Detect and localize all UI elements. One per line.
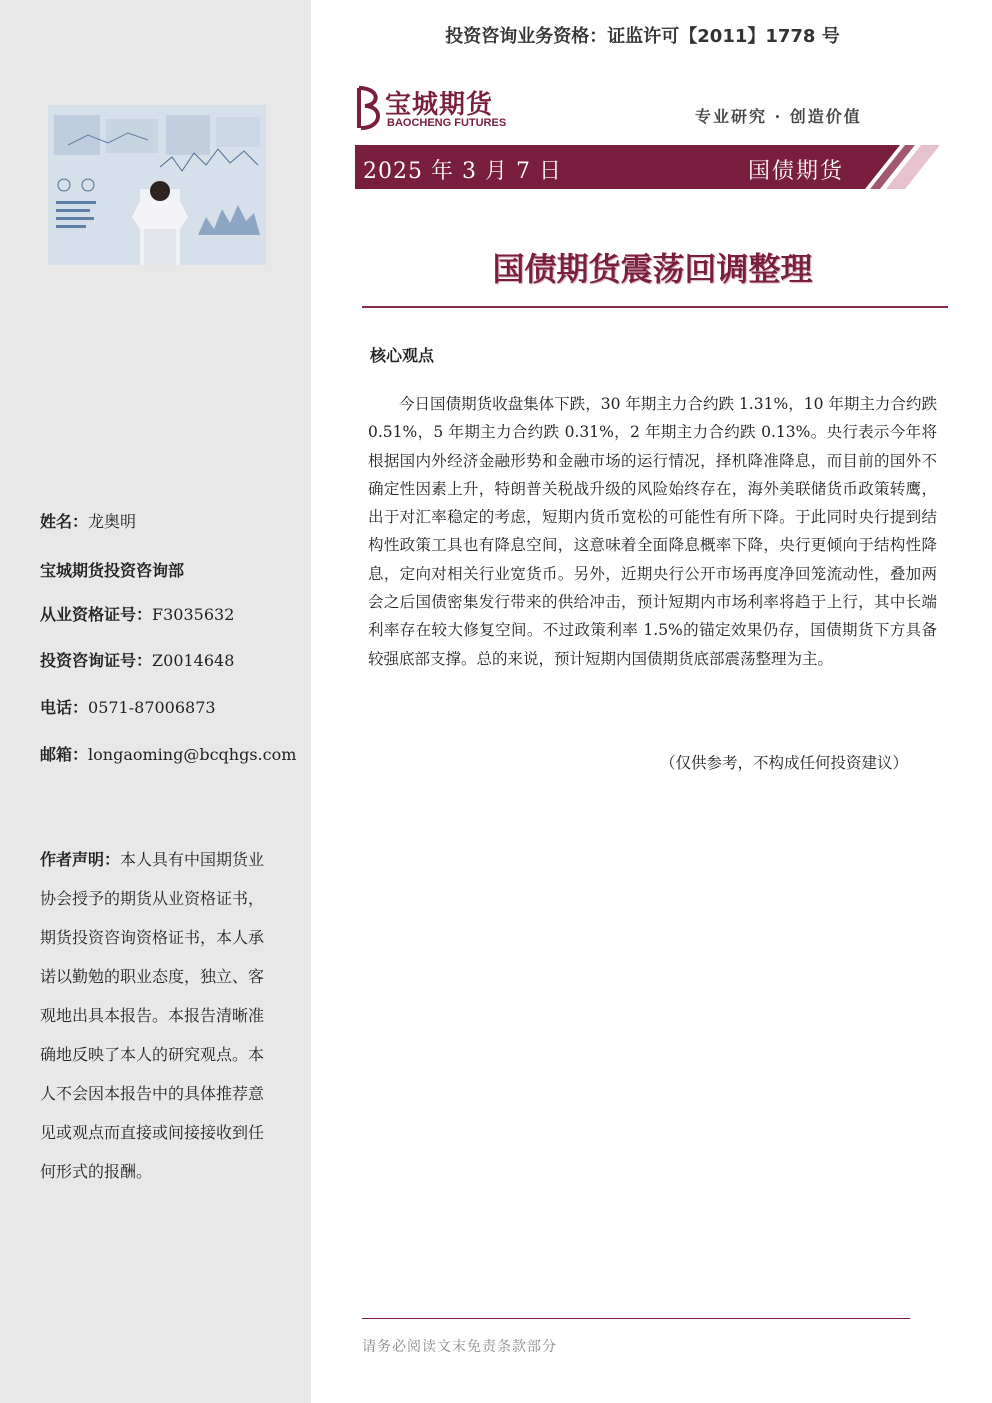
phone-field — [40, 698, 216, 718]
slogan: 专业研究 · 创造价值 — [695, 107, 862, 126]
core-view-body: 今日国债期货收盘集体下跌，30 年期主力合约跌 1.31%，10 年期主力合约跌 0.51%，5 年期主力合约跌 0.31%，2 年期主力合约跌 0.13%。央行表示今年将根据国内外经济金融形势和金融市场的运行情况，择机降准降息，而目前的国外不确定性因素上升，特朗普关税战升级的风险始终存在，海外美联储货币政策转鹰，出于对汇率稳定的考虑，短期内货币宽松的可能性有所下降。于此同时央行提到结构性政策工具也有降息空间，这意味着全面降息概率下降，央行更倾向于结构性降息，定向对相关行业宽货币。另外，近期央行公开市场再度净回笼流动性，叠加两会之后国债密集发行带来的供给冲击，预计短期内市场利率将趋于上行，其中长端利率存在较大修复空间。不过政策利率 1.5%的锚定效果仍存，国债期货下方具备较强底部支撑。总的来说，预计短期内国债期货底部震荡整理为主。 — [368, 395, 937, 668]
license-line: 投资咨询业务资格：证监许可【2011】1778 号 — [445, 26, 840, 47]
email-label: 邮箱： — [40, 745, 89, 764]
company-logo — [355, 84, 525, 132]
core-view-heading: 核心观点 — [370, 346, 435, 365]
footer-note: 请务必阅读文末免责条款部分 — [362, 1339, 557, 1355]
phone-number: 0571-87006873 — [88, 698, 216, 717]
email-address[interactable]: longaoming@bcqhgs.com — [88, 745, 297, 764]
phone-label: 电话： — [40, 698, 89, 717]
logo-text-cn: 宝城期货 — [385, 90, 494, 120]
statement-text: 本人具有中国期货业协会授予的期货从业资格证书，期货投资咨询资格证书，本人承诺以勤勉的职业态度，独立、客观地出具本报告。本报告清晰准确地反映了本人的研究观点。本人不会因本报告中的具体推荐意见或观点而直接或间接接收到任何形式的报酬。 — [40, 850, 265, 1181]
author-statement — [40, 840, 272, 1191]
disclaimer: （仅供参考，不构成任何投资建议） — [660, 754, 909, 772]
report-category: 国债期货 — [748, 159, 845, 184]
statement-label: 作者声明： — [40, 850, 121, 869]
qualification-field — [40, 605, 234, 625]
department: 宝城期货投资咨询部 — [40, 561, 185, 580]
cover-image — [48, 105, 266, 265]
report-title: 国债期货震荡回调整理 — [492, 250, 813, 288]
logo-mark-icon — [355, 84, 385, 130]
analyst-name: 龙奥明 — [88, 512, 137, 531]
footer-divider — [362, 1318, 910, 1319]
analyst-screens-illustration — [48, 105, 266, 265]
report-date: 2025 年 3 月 7 日 — [363, 159, 562, 184]
consult-license-field — [40, 651, 234, 671]
title-divider — [362, 306, 948, 308]
name-label: 姓名： — [40, 512, 89, 531]
email-field — [40, 745, 296, 765]
consult-license-number: Z0014648 — [152, 651, 235, 670]
analyst-name-field — [40, 512, 136, 532]
consult-license-label: 投资咨询证号： — [40, 651, 153, 670]
logo-text-en: BAOCHENG FUTURES — [387, 117, 507, 129]
qualification-number: F3035632 — [152, 605, 235, 624]
qualification-label: 从业资格证号： — [40, 605, 153, 624]
